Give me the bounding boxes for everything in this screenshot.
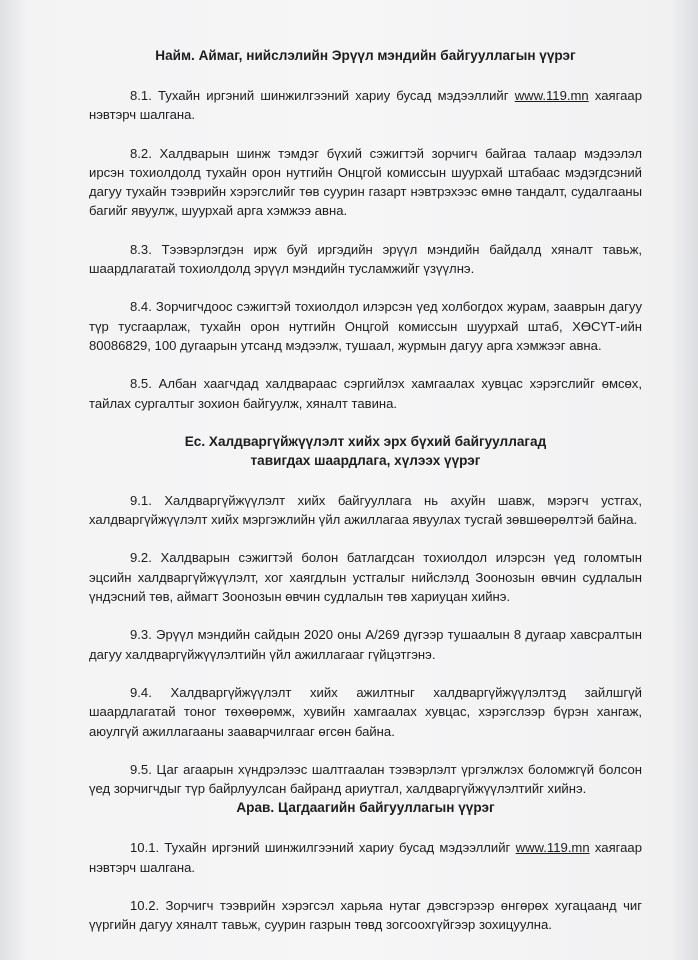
paragraph-9-2: 9.2. Халдварын сэжигтэй болон батлагдсан тохиолдол илэрсэн үед голомтын эцсийн халдваргүйжүүлэлт, хог хаягдлын устгалыг нийслэлд Зоонозын өвчин судлалын үндэсний төв, аймагт Зоонозын өвчин судлалын төв хариуцан хийнэ.	[89, 550, 642, 605]
paragraph-8-1	[89, 86, 642, 125]
document-body	[89, 46, 642, 935]
section-heading-9-line-1: Ес. Халдваргүйжүүлэлт хийх эрх бүхий байгууллагад	[184, 433, 547, 449]
website-link[interactable]: www.119.mn	[515, 840, 590, 856]
paragraph-10-1-text: 10.1. Тухайн иргэний шинжилгээний хариу бусад мэдээллийг	[130, 840, 516, 856]
paragraph-9-5: 9.5. Цаг агаарын хүндрэлээс шалтгаалан тээвэрлэлт үргэлжлэх боломжгүй болсон үед зорчигчдыг түр байрлуулсан байранд ариутгал, халдваргүйжүүлэлтийг хийнэ.	[89, 761, 642, 797]
paragraph-8-5: 8.5. Албан хаагчдад халдвараас сэргийлэх хамгаалах хувцас хэрэгслийг өмсөх, тайлах сургалтыг зохион байгуулж, хяналт тавина.	[89, 376, 642, 411]
paragraph-10-2: 10.2. Зорчигч тээврийн хэрэгсэл харьяа нутаг дэвсгэрээр өнгөрөх хугацаанд чиг үүргийн дагуу хяналт тавьж, суурин газрын төвд зогсоохгүйгээр зохицуулна.	[89, 898, 642, 933]
paragraph-9-3: 9.3. Эрүүл мэндийн сайдын 2020 оны А/269 дүгээр тушаалын 8 дугаар хавсралтын дагуу халдваргүйжүүлэлтийн үйл ажиллагааг гүйцэтгэнэ.	[89, 627, 642, 662]
paragraph-10-1	[89, 838, 642, 877]
paragraph-8-4: 8.4. Зорчигчдоос сэжигтэй тохиолдол илэрсэн үед холбогдох журам, зааврын дагуу түр тусгаарлаж, тухайн орон нутгийн Онцгой комиссын шуурхай штаб, ХӨСҮТ-ийн 80086829, 100 дугаарын утсанд мэдээлж, тушаал, журмын дагуу арга хэмжээг авна.	[89, 299, 642, 353]
section-heading-10: Арав. Цагдаагийн байгууллагын үүрэг	[236, 800, 495, 816]
section-heading-9-line-2: тавигдах шаардлага, хүлээх үүрэг	[250, 452, 481, 468]
paragraph-8-3: 8.3. Тээвэрлэгдэн ирж буй иргэдийн эрүүл мэндийн байдалд хяналт тавьж, шаардлагатай тохиолдолд эрүүл мэндийн тусламжийг үзүүлнэ.	[89, 241, 642, 277]
paragraph-10-1-tail: хаягаар нэвтэрч шалгана.	[89, 840, 642, 875]
website-link[interactable]: www.119.mn	[514, 88, 589, 103]
paragraph-8-2: 8.2. Халдварын шинж тэмдэг бүхий сэжигтэй зорчигч байгаа талаар мэдээлэл ирсэн тохиолдолд тухайн орон нутгийн Онцгой комиссын шуурхай штабаас мэдэгдсэний дагуу тухайн тээврийн хэрэгслийг төв суурин газарт нэвтрэхээс өмнө тандалт, судалгааны багийг явуулж, шуурхай арга хэмжээ авна.	[89, 145, 642, 219]
section-heading-8: Найм. Аймаг, нийслэлийн Эрүүл мэндийн байгууллагын үүрэг	[155, 48, 576, 63]
paragraph-9-4: 9.4. Халдваргүйжүүлэлт хийх ажилтныг халдваргүйжүүлэлтэд зайлшгүй шаардлагатай тоног төхөөрөмж, хувийн хамгаалах хувцас, хэрэгслээр бүрэн хангаж, аюулгүй ажиллагааны зааварчилгааг өгсөн байна.	[89, 684, 642, 739]
paragraph-8-1-tail: хаягаар нэвтэрч шалгана.	[89, 88, 642, 123]
paragraph-8-1-text: 8.1. Тухайн иргэний шинжилгээний хариу бусад мэдээллийг	[130, 88, 515, 103]
paragraph-9-1: 9.1. Халдваргүйжүүлэлт хийх байгууллага нь ахуйн шавж, мэрэгч устгах, халдваргүйжүүлэлт хийх мэргэжлийн үйл ажиллагаа явуулах тусгай зөвшөөрөлтэй байна.	[89, 492, 642, 528]
section-heading-9	[89, 432, 642, 470]
